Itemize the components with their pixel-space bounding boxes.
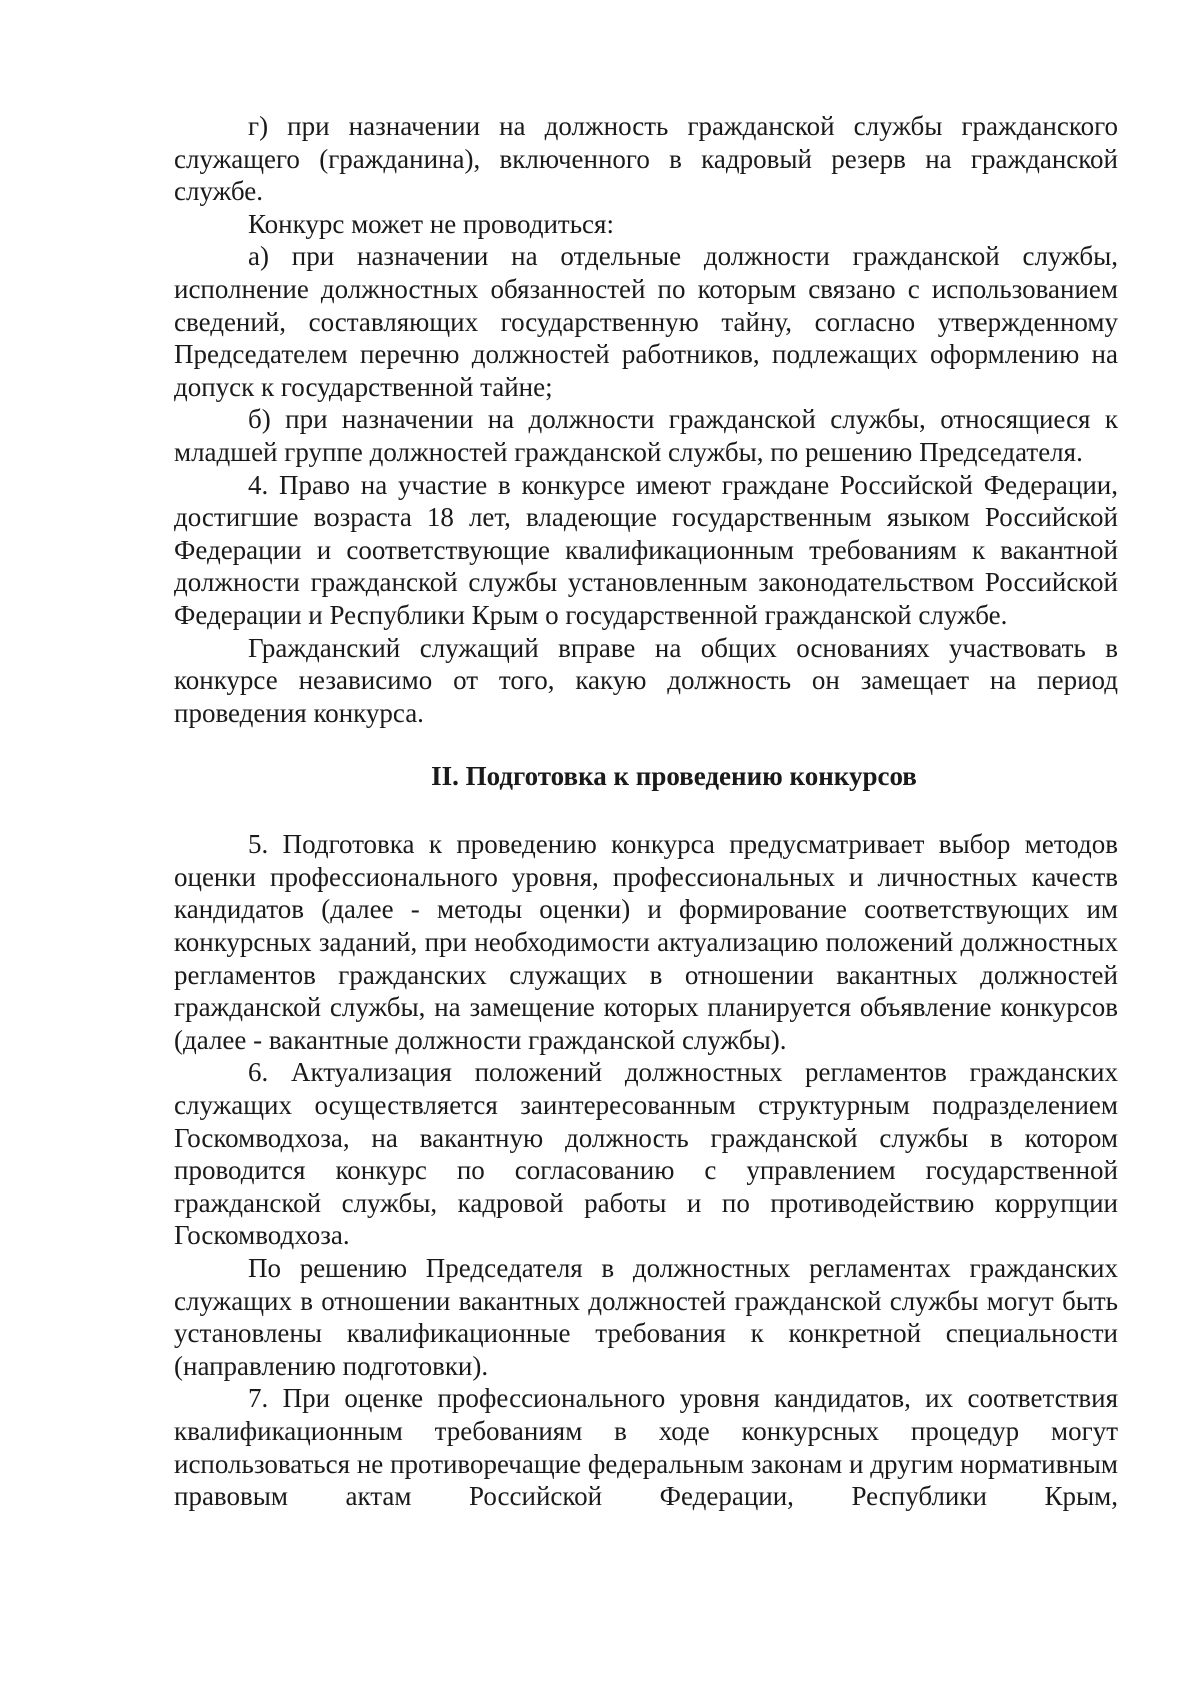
paragraph-clause-5: 5. Подготовка к проведению конкурса предусматривает выбор методов оценки профессионального уровня, профессиональных и личностных качеств кандидатов (далее - методы оценки) и формирование соответствующих им конкурсных заданий, при необходимости актуализацию положений должностных регламентов гражданских служащих в отношении вакантных должностей гражданской службы, на замещение которых планируется объявление конкурсов (далее - вакантные должности гражданской службы). <box>174 829 1118 1055</box>
paragraph-civil-servant-right: Гражданский служащий вправе на общих основаниях участвовать в конкурсе независимо от того, какую должность он замещает на период проведения конкурса. <box>174 632 1118 728</box>
paragraph-clause-7: 7. При оценке профессионального уровня кандидатов, их соответствия квалификационным требованиям в ходе конкурсных процедур могут использоваться не противоречащие федеральным законам и другим нормативным правовым актам Российской Федерации, Республики Крым, <box>174 1383 1118 1512</box>
paragraph-item-b: б) при назначении на должности гражданской службы, относящиеся к младшей группе должностей гражданской службы, по решению Председателя. <box>174 404 1118 467</box>
paragraph-chairman-decision: По решению Председателя в должностных регламентах гражданских служащих в отношении вакантных должностей гражданской службы могут быть установлены квалификационные требования к конкретной специальности (направлению подготовки). <box>174 1253 1118 1381</box>
document-page <box>174 110 1118 1513</box>
paragraph-competition-exceptions: Конкурс может не проводиться: <box>248 208 614 239</box>
paragraph-item-g: г) при назначении на должность гражданской службы гражданского служащего (гражданина), включенного в кадровый резерв на гражданской службе. <box>174 111 1118 207</box>
paragraph-clause-4: 4. Право на участие в конкурсе имеют граждане Российской Федерации, достигшие возраста 18 лет, владеющие государственным языком Российской Федерации и соответствующие квалификационным требованиям к вакантной должности гражданской службы установленным законодательством Российской Федерации и Республики Крым о государственной гражданской службе. <box>174 469 1118 630</box>
section-heading: II. Подготовка к проведению конкурсов <box>431 761 917 792</box>
paragraph-item-a: а) при назначении на отдельные должности гражданской службы, исполнение должностных обязанностей по которым связано с использованием сведений, составляющих государственную тайну, согласно утвержденному Председателем перечню должностей работников, подлежащих оформлению на допуск к государственной тайне; <box>174 241 1118 402</box>
paragraph-clause-6: 6. Актуализация положений должностных регламентов гражданских служащих осуществляется заинтересованным структурным подразделением Госкомводхоза, на вакантную должность гражданской службы в котором проводится конкурс по согласованию с управлением государственной гражданской службы, кадровой работы и по противодействию коррупции Госкомводхоза. <box>174 1057 1118 1251</box>
